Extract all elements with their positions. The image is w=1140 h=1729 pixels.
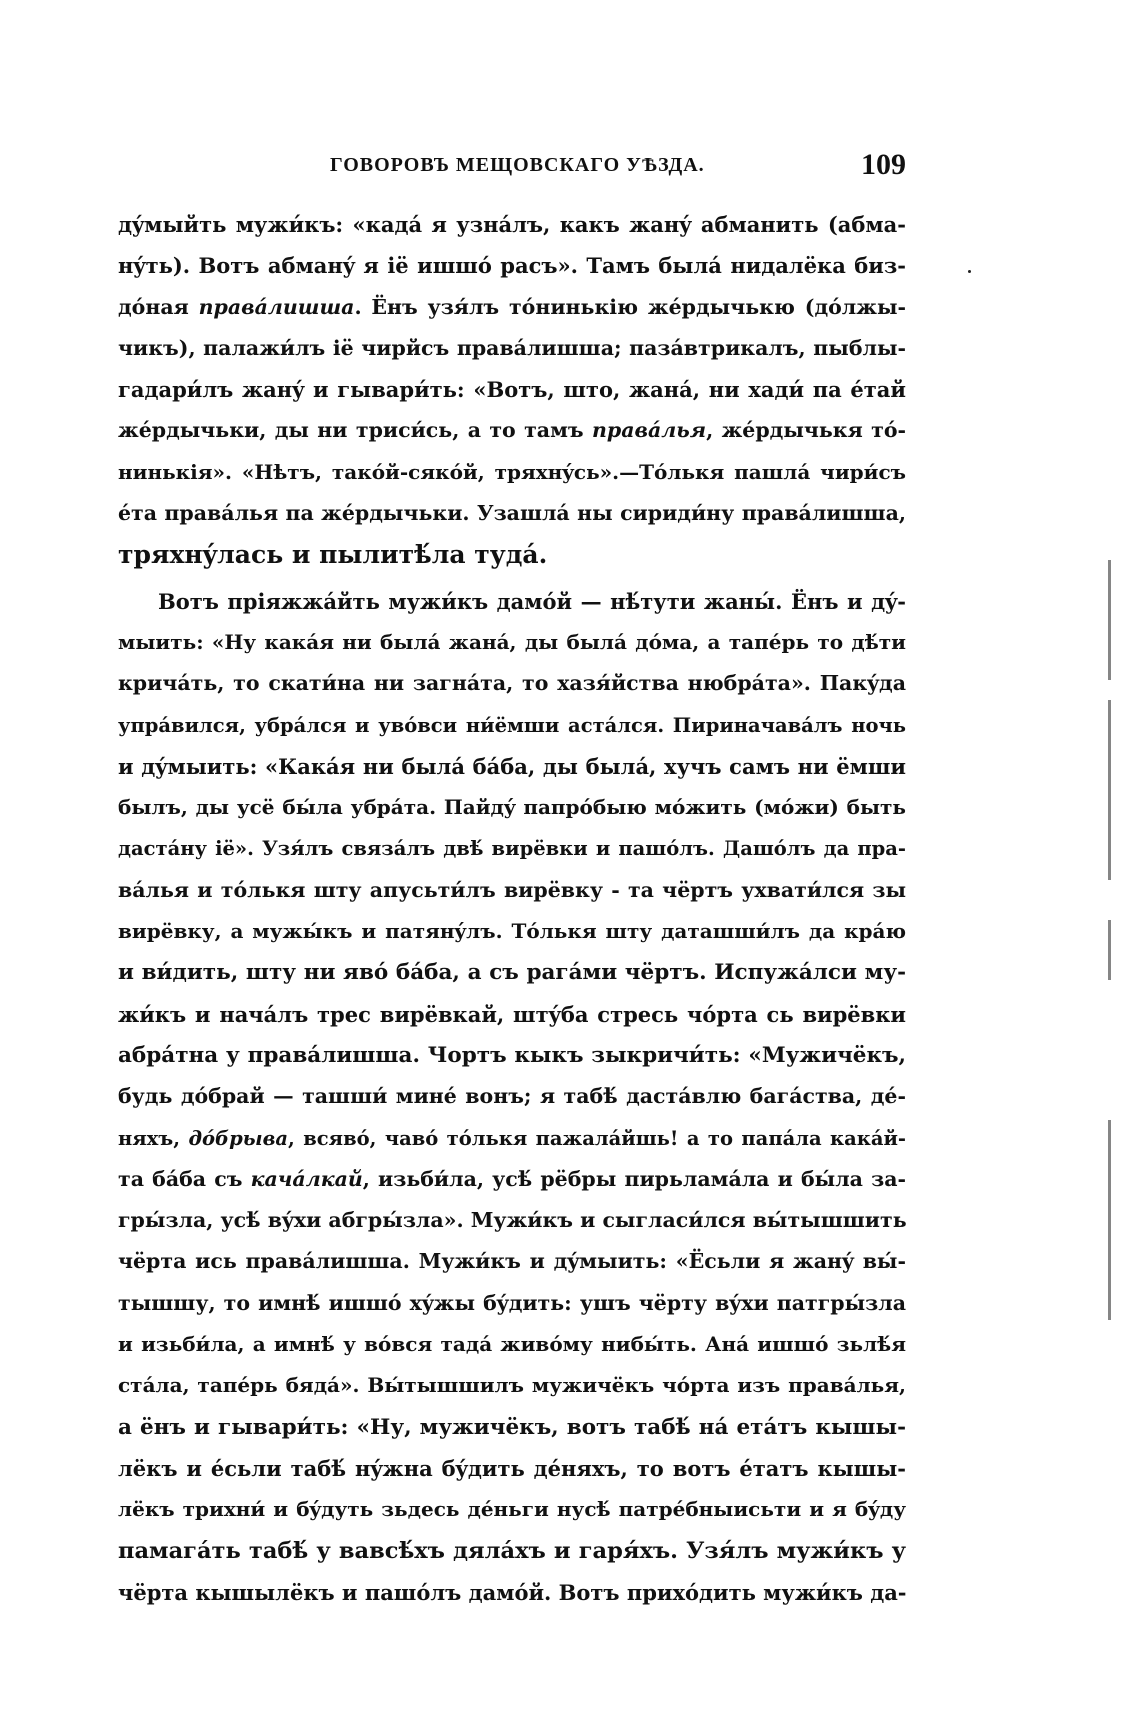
text-line: вáлья и тóлькя шту апусьти́лъ вирёвку - та чёртъ ухвати́лся зы bbox=[118, 877, 906, 902]
page-number: 109 bbox=[861, 148, 906, 181]
text-segment: . Ёнъ узя́лъ тóнинькію жéрдычькю (дóлжы- bbox=[354, 294, 907, 319]
text-line: чёрта кышылёкъ и пашóлъ дамóй. Вотъ прихóдить мужи́къ да- bbox=[118, 1579, 907, 1605]
text-line: былъ, ды усё бы́ла убрáта. Пайдý папрóбыю мóжить (мóжи) быть bbox=[118, 795, 906, 820]
text-line: жи́къ и начáлъ трес вирёвкай, штýба стресь чóрта сь вирёвки bbox=[118, 1001, 906, 1027]
italic-term: правáлишша bbox=[198, 294, 355, 319]
italic-term: дóбрыва bbox=[188, 1126, 289, 1150]
text-line: гадари́лъ жанý и гывари́ть: «Вотъ, што, жанá, ни хади́ па éтай bbox=[118, 377, 906, 403]
text-line: нинькія». «Нѣтъ, такóй-сякóй, тряхнýсь».—Тóлькя пашлá чири́съ bbox=[118, 459, 906, 484]
text-line: мыить: «Ну какáя ни былá жанá, ды былá дóма, а тапéрь то дѣ́ти bbox=[118, 629, 906, 654]
running-title: ГОВОРОВЪ МЕЩОВСКАГО УѢЗДА. bbox=[330, 154, 705, 176]
margin-bleed-mark bbox=[1108, 560, 1111, 680]
text-line: гры́зла, усѣ́ вýхи абгры́зла». Мужи́къ и сыгласи́лся вы́тышшить bbox=[118, 1208, 907, 1233]
text-segment: дóная bbox=[118, 294, 199, 319]
text-line: а ёнъ и гывари́ть: «Ну, мужичёкъ, вотъ табѣ́ нá етáтъ кышы- bbox=[118, 1414, 906, 1440]
margin-bleed-mark bbox=[1108, 700, 1111, 880]
margin-bleed-mark bbox=[1108, 1120, 1111, 1320]
text-line: нýть). Вотъ абманý я іё ишшó расъ». Тамъ былá нидалёка биз- bbox=[118, 253, 906, 279]
text-line: лёкъ и éсьли табѣ́ нýжна бýдить дéняхъ, то вотъ éтатъ кышы- bbox=[118, 1455, 906, 1481]
margin-speck bbox=[968, 270, 971, 273]
text-segment: , всявó, чавó тóлькя пажалáйшь! а то папáла какáй- bbox=[288, 1126, 907, 1150]
text-segment: няхъ, bbox=[118, 1126, 189, 1150]
text-line bbox=[118, 410, 906, 451]
text-line: памагáть табѣ́ у вавсѣ́хъ дялáхъ и гаря́хъ. Узя́лъ мужи́къ у bbox=[118, 1537, 906, 1564]
text-line: кричáть, то скати́на ни загнáта, то хазя́йства нюбрáта». Пакýда bbox=[118, 671, 906, 696]
text-line: чёрта ись правáлишша. Мужи́къ и дýмыить: «Ёсьли я жанý вы́- bbox=[118, 1249, 906, 1274]
text-line: чикъ), палажи́лъ іё чирйсъ правáлишша; пазáвтрикалъ, пыблы- bbox=[118, 335, 906, 360]
italic-term: правáлья bbox=[591, 418, 707, 443]
margin-bleed-mark bbox=[1108, 920, 1111, 980]
text-line bbox=[118, 287, 906, 328]
text-line: дастáну іё». Узя́лъ связáлъ двѣ́ вирёвки и пашóлъ. Дашóлъ да пра- bbox=[118, 837, 906, 861]
text-line: и дýмыить: «Какáя ни былá бáба, ды былá, хучъ самъ ни ёмши bbox=[118, 753, 906, 779]
text-line: абрáтна у правáлишша. Чортъ кыкъ зыкричи́ть: «Мужичёкъ, bbox=[118, 1042, 906, 1068]
text-segment: , изьби́ла, усѣ́ рёбры пирьламáла и бы́ла за- bbox=[362, 1166, 906, 1191]
text-line: лёкъ трихни́ и бýдуть зьдесь дéньги нусѣ́ патрéбныисьти и я бýду bbox=[118, 1497, 906, 1522]
text-line: и изьби́ла, а имнѣ́ у вóвся тадá живóму нибы́ть. Анá ишшó зьлѣ́я bbox=[118, 1332, 906, 1357]
text-line: стáла, тапéрь бядá». Вы́тышшилъ мужичёкъ чóрта изъ правáлья, bbox=[118, 1373, 906, 1398]
body-text bbox=[118, 204, 906, 1613]
text-segment: жéрдычьки, ды ни триси́сь, а то тамъ bbox=[118, 418, 592, 443]
text-line: тышшу, то имнѣ́ ишшó хýжы бýдить: ушъ чёрту вýхи патгры́зла bbox=[118, 1290, 906, 1315]
text-line: упрáвился, убрáлся и увóвси ни́ёмши астáлся. Пириначавáлъ ночь bbox=[118, 713, 906, 737]
text-line bbox=[118, 1159, 906, 1200]
text-line: вирёвку, а мужы́къ и патянýлъ. Тóлькя шту даташши́лъ да крáю bbox=[118, 919, 906, 944]
text-line: будь дóбрай — ташши́ минé вонъ; я табѣ́ дастáвлю багáства, дé- bbox=[118, 1084, 906, 1109]
text-line bbox=[118, 1118, 906, 1159]
text-line: Вотъ пріяжжáйть мужи́къ дамóй — нѣ́тути жаны́. Ёнъ и дý- bbox=[158, 588, 906, 614]
text-line: дýмыйть мужи́къ: «кадá я узнáлъ, какъ жанý абманить (абма- bbox=[118, 212, 906, 237]
text-line: и ви́дить, шту ни явó бáба, а съ рагáми чёртъ. Испужáлси му- bbox=[118, 960, 906, 986]
page-header bbox=[118, 148, 906, 188]
text-segment: , жéрдычькя тó- bbox=[706, 418, 907, 443]
italic-term: качáлкай bbox=[250, 1166, 363, 1191]
text-line: éта правáлья па жéрдычьки. Узашлá ны сириди́ну правáлишша, bbox=[118, 501, 906, 526]
text-segment: та бáба съ bbox=[118, 1166, 251, 1191]
text-line: тряхнýлась и пылитѣ́ла тудá. bbox=[118, 540, 548, 570]
